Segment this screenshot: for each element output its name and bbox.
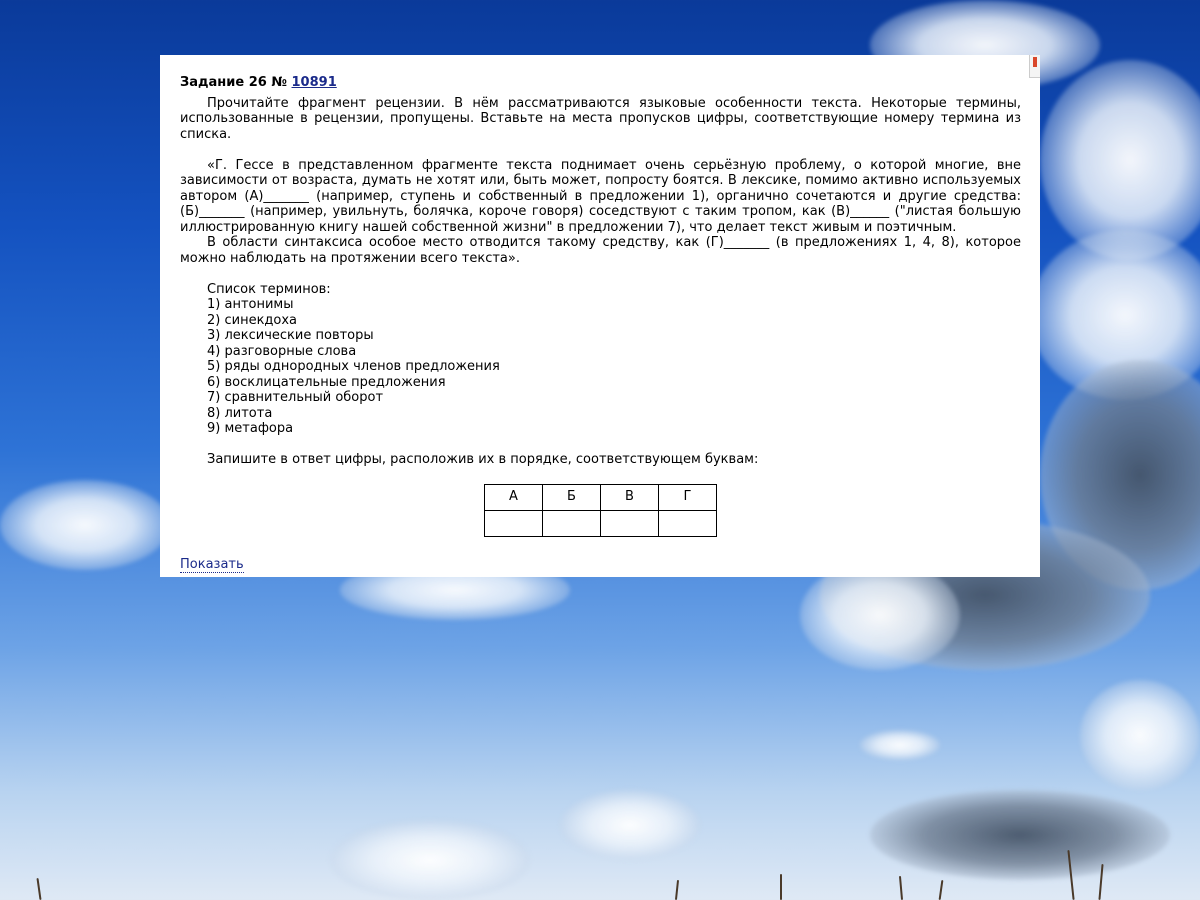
cloud bbox=[1040, 60, 1200, 260]
grass-blade bbox=[36, 878, 41, 900]
answer-cell-a[interactable] bbox=[485, 510, 543, 536]
answer-header-a: А bbox=[485, 484, 543, 510]
cloud bbox=[860, 730, 940, 760]
cloud bbox=[1080, 680, 1200, 790]
answer-cell-b[interactable] bbox=[543, 510, 601, 536]
spacer bbox=[180, 437, 1021, 453]
terms-list bbox=[180, 282, 1021, 437]
list-item: 8) литота bbox=[207, 405, 273, 421]
list-item: 2) синекдоха bbox=[207, 312, 298, 328]
answer-header-b: Б bbox=[543, 484, 601, 510]
list-item: 9) метафора bbox=[207, 421, 294, 436]
task-intro: Прочитайте фрагмент рецензии. В нём рассматриваются языковые особенности текста. Некоторые термины, использованные в рецензии, пропущены. Вставьте на места пропусков цифры, соответствующие номеру термина из списка. bbox=[180, 95, 1021, 142]
list-item: 3) лексические повторы bbox=[207, 328, 374, 343]
cloud bbox=[1030, 230, 1200, 400]
table-row bbox=[485, 484, 717, 510]
cloud bbox=[1040, 360, 1200, 590]
task-title: Задание 26 № bbox=[180, 75, 287, 90]
task-number-link[interactable]: 10891 bbox=[291, 75, 337, 90]
cloud bbox=[560, 790, 700, 860]
answer-cell-v[interactable] bbox=[601, 510, 659, 536]
answer-header-g: Г bbox=[659, 484, 717, 510]
grass-blade bbox=[675, 880, 679, 900]
cloud bbox=[0, 480, 170, 570]
grass-blade bbox=[939, 880, 944, 900]
spacer bbox=[180, 142, 1021, 158]
cloud bbox=[330, 820, 530, 900]
review-paragraph-1: «Г. Гессе в представленном фрагменте текста поднимает очень серьёзную проблему, о которой многие, вне зависимости от возраста, думать не хотят или, быть может, попросту боятся. В лексике, помимо активно используемых автором (А)_______ (например, ступень и собственный в предложении 1), органично сочетаются и другие средства: (Б)_______ (например, увильнуть, болячка, короче говоря) соседствуют с таким тропом, как (В)______ ("листая большую иллюстрированную книгу нашей собственной жизни" в предложении 7), что делает текст живым и поэтичным. bbox=[180, 157, 1021, 235]
answer-table bbox=[484, 484, 717, 537]
answer-header-v: В bbox=[601, 484, 659, 510]
list-item: 1) антонимы bbox=[207, 297, 294, 312]
list-item: 5) ряды однородных членов предложения bbox=[207, 359, 500, 374]
list-item: 4) разговорные слова bbox=[207, 343, 357, 359]
answer-instruction: Запишите в ответ цифры, расположив их в порядке, соответствующем буквам: bbox=[207, 452, 759, 467]
list-item: 6) восклицательные предложения bbox=[207, 374, 446, 390]
cloud bbox=[870, 790, 1170, 880]
table-row bbox=[485, 510, 717, 536]
task-header bbox=[180, 75, 1021, 91]
spacer bbox=[180, 266, 1021, 282]
list-item: 7) сравнительный оборот bbox=[207, 390, 384, 405]
task-panel bbox=[160, 55, 1040, 577]
review-paragraph-2: В области синтаксиса особое место отводится такому средству, как (Г)_______ (в предложениях 1, 4, 8), которое можно наблюдать на протяжении всего текста». bbox=[180, 235, 1021, 266]
grass-blade bbox=[1098, 864, 1103, 900]
grass-blade bbox=[899, 876, 903, 900]
terms-heading: Список терминов: bbox=[207, 281, 331, 297]
answer-cell-g[interactable] bbox=[659, 510, 717, 536]
grass-blade bbox=[780, 874, 782, 900]
bookmark-icon[interactable] bbox=[1029, 55, 1040, 78]
grass-blade bbox=[1067, 850, 1074, 900]
show-answer-link[interactable]: Показать bbox=[180, 557, 244, 572]
